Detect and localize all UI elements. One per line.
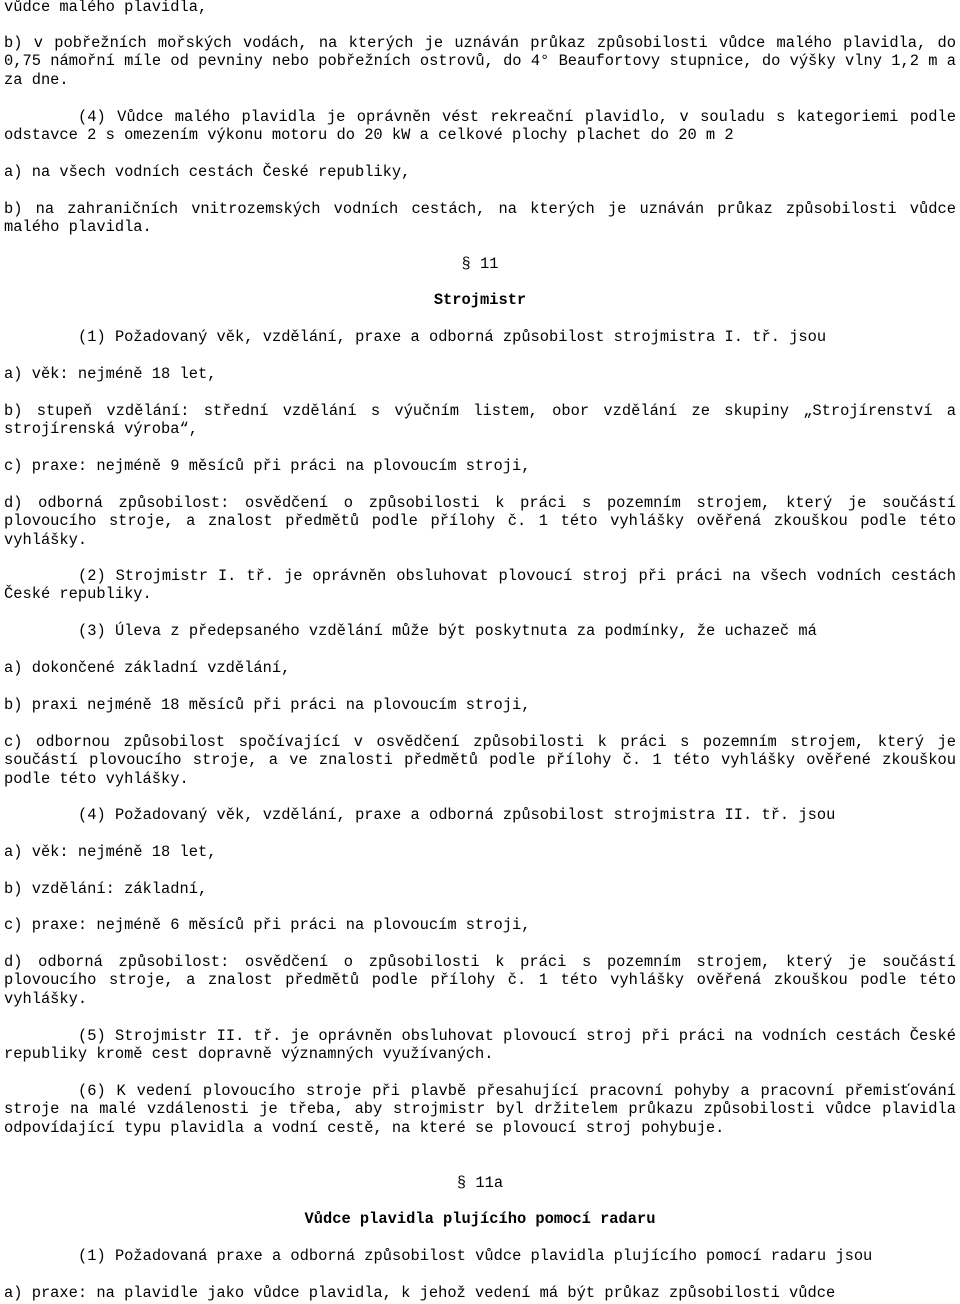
list-item: a) praxe: na plavidle jako vůdce plavidla, k jehož vedení má být průkaz způsobilosti vůdce <box>4 1284 836 1302</box>
list-item: b) na zahraničních vnitrozemských vodních cestách, na kterých je uznáván průkaz způsobilosti vůdce malého plavidla. <box>4 200 956 237</box>
list-item: b) vzdělání: základní, <box>4 880 208 898</box>
list-item: a) na všech vodních cestách České republiky, <box>4 163 411 181</box>
list-item: c) praxe: nejméně 6 měsíců při práci na plovoucím stroji, <box>4 916 531 934</box>
section-heading: Strojmistr <box>433 291 527 309</box>
paragraph: (2) Strojmistr I. tř. je oprávněn obsluhovat plovoucí stroj při práci na všech vodních cestách České republiky. <box>4 567 956 604</box>
section-number: § 11 <box>461 255 499 273</box>
list-item: a) věk: nejméně 18 let, <box>4 365 217 383</box>
list-item: c) odbornou způsobilost spočívající v osvědčení způsobilosti k práci s pozemním strojem, který je součástí plovoucího stroje, a ve znalosti předmětů podle přílohy č. 1 této vyhlášky ověřené zkouškou podle této vyhlášky. <box>4 733 956 788</box>
list-item: c) praxe: nejméně 9 měsíců při práci na plovoucím stroji, <box>4 457 531 475</box>
paragraph: (4) Vůdce malého plavidla je oprávněn vést rekreační plavidlo, v souladu s kategoriemi podle odstavce 2 s omezením výkonu motoru do 20 kW a celkové plochy plachet do 20 m 2 <box>4 108 956 145</box>
list-item: a) dokončené základní vzdělání, <box>4 659 291 677</box>
list-item: d) odborná způsobilost: osvědčení o způsobilosti k práci s pozemním strojem, který je součástí plovoucího stroje, a znalost předmětů podle přílohy č. 1 této vyhlášky ověřená zkouškou podle této vyhlášky. <box>4 494 956 549</box>
section-heading: Vůdce plavidla plujícího pomocí radaru <box>304 1210 656 1228</box>
paragraph: (4) Požadovaný věk, vzdělání, praxe a odborná způsobilost strojmistra II. tř. jsou <box>78 806 836 824</box>
list-item: b) praxi nejméně 18 měsíců při práci na plovoucím stroji, <box>4 696 531 714</box>
paragraph: (1) Požadovaná praxe a odborná způsobilost vůdce plavidla plujícího pomocí radaru jsou <box>78 1247 873 1265</box>
paragraph: (6) K vedení plovoucího stroje při plavbě přesahující pracovní pohyby a pracovní přemisťování stroje na malé vzdálenosti je třeba, aby strojmistr byl držitelem průkazu způsobilosti vůdce plavidla odpovídající typu plavidla a vodní cestě, na které se plovoucí stroj pohybuje. <box>4 1082 956 1137</box>
section-number: § 11a <box>456 1174 504 1192</box>
paragraph: (5) Strojmistr II. tř. je oprávněn obsluhovat plovoucí stroj při práci na vodních cestách České republiky kromě cest dopravně významných využívaných. <box>4 1027 956 1064</box>
paragraph: b) v pobřežních mořských vodách, na kterých je uznáván průkaz způsobilosti vůdce malého plavidla, do 0,75 námořní míle od pevniny nebo pobřežních ostrovů, do 4° Beaufortovy stupnice, do výšky vlny 1,2 m a za dne. <box>4 34 956 89</box>
paragraph: (1) Požadovaný věk, vzdělání, praxe a odborná způsobilost strojmistra I. tř. jsou <box>78 328 827 346</box>
paragraph: (3) Úleva z předepsaného vzdělání může být poskytnuta za podmínky, že uchazeč má <box>78 622 817 640</box>
paragraph: vůdce malého plavidla, <box>4 0 208 16</box>
list-item: a) věk: nejméně 18 let, <box>4 843 217 861</box>
list-item: d) odborná způsobilost: osvědčení o způsobilosti k práci s pozemním strojem, který je součástí plovoucího stroje, a znalost předmětů podle přílohy č. 1 této vyhlášky ověřená zkouškou podle této vyhlášky. <box>4 953 956 1008</box>
list-item: b) stupeň vzdělání: střední vzdělání s výučním listem, obor vzdělání ze skupiny „Strojírenství a strojírenská výroba“, <box>4 402 956 439</box>
